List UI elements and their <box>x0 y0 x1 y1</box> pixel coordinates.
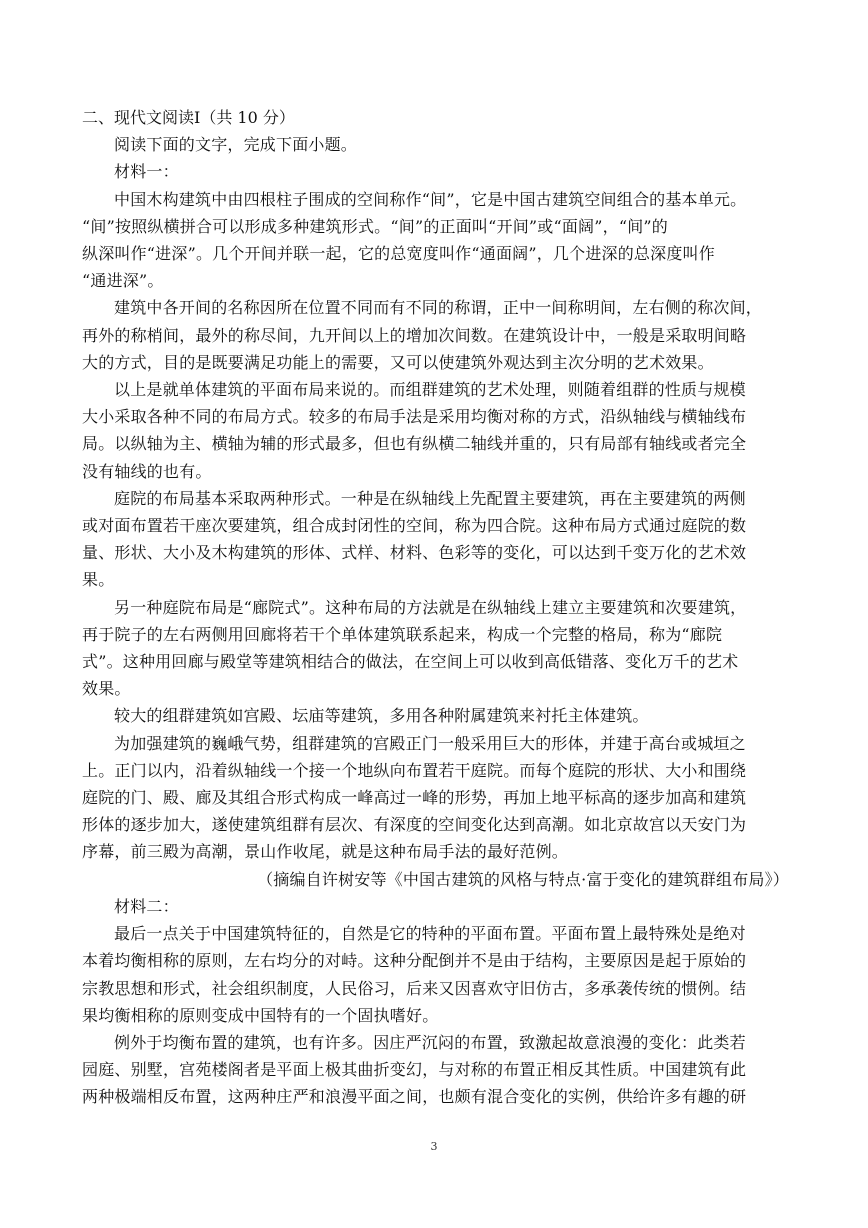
text-line: 效果。 <box>82 679 131 699</box>
text-line: 序幕，前三殿为高潮，景山作收尾，就是这种布局手法的最好范例。 <box>82 842 569 862</box>
text-line: 另一种庭院布局是“廊院式”。这种布局的方法就是在纵轴线上建立主要建筑和次要建筑， <box>114 597 747 617</box>
text-line: 以上是就单体建筑的平面布局来说的。而组群建筑的艺术处理，则随着组群的性质与规模 <box>114 380 746 400</box>
material-one-label: 材料一： <box>114 162 179 182</box>
text-line: 为加强建筑的巍峨气势，组群建筑的宫殿正门一般采用巨大的形体，并建于高台或城垣之 <box>114 733 746 753</box>
paragraph <box>82 1029 789 1111</box>
text-line: 上。正门以内，沿着纵轴线一个接一个地纵向布置若干庭院。而每个庭院的形状、大小和围绕 <box>82 760 747 780</box>
reading-instruction: 阅读下面的文字，完成下面小题。 <box>114 135 358 155</box>
text-line: 本着均衡相称的原则，左右均分的对峙。这种分配倒并不是由于结构，主要原因是起于原始的 <box>82 951 747 971</box>
paragraph <box>82 594 789 703</box>
paragraph <box>82 485 789 594</box>
text-line: 纵深叫作“进深”。几个开间并联一起，它的总宽度叫作“通面阔”，几个进深的总深度叫作 <box>82 244 715 264</box>
paragraph <box>82 186 789 295</box>
paragraph <box>82 920 789 1029</box>
paragraph <box>82 730 789 866</box>
text-line: 没有轴线的也有。 <box>82 461 212 481</box>
text-line: 局。以纵轴为主、横轴为辅的形式最多，但也有纵横二轴线并重的，只有局部有轴线或者完全 <box>82 434 747 454</box>
page-number: 3 <box>430 1140 438 1153</box>
text-line: 建筑中各开间的名称因所在位置不同而有不同的称谓，正中一间称明间，左右侧的称次间， <box>114 298 763 318</box>
text-line: 大小采取各种不同的布局方式。较多的布局手法是采用均衡对称的方式，沿纵轴线与横轴线布 <box>82 407 747 427</box>
material-two-body <box>82 920 789 1110</box>
text-line: 量、形状、大小及木构建筑的形体、式样、材料、色彩等的变化，可以达到千变万化的艺术效 <box>82 543 747 563</box>
text-line: 大的方式，目的是既要满足功能上的需要，又可以使建筑外观达到主次分明的艺术效果。 <box>82 352 714 372</box>
text-line: 庭院的布局基本采取两种形式。一种是在纵轴线上先配置主要建筑，再在主要建筑的两侧 <box>114 488 746 508</box>
material-one-source: （摘编自许树安等《中国古建筑的风格与特点·富于变化的建筑群组布局》） <box>257 869 789 889</box>
text-line: 庭院的门、殿、廊及其组合形式构成一峰高过一峰的形势，再加上地平标高的逐步加高和建筑 <box>82 788 747 808</box>
text-line: 较大的组群建筑如宫殿、坛庙等建筑，多用各种附属建筑来衬托主体建筑。 <box>114 706 649 726</box>
text-line: 果均衡相称的原则变成中国特有的一个固执嗜好。 <box>82 1005 439 1025</box>
text-line: 宗教思想和形式，社会组织制度，人民俗习，后来又因喜欢守旧仿古，多承袭传统的惯例。结 <box>82 978 747 998</box>
material-one-body <box>82 186 789 866</box>
text-line: “间”按照纵横拼合可以形成多种建筑形式。“间”的正面叫“开间”或“面阔”，“间”的 <box>82 216 668 236</box>
text-line: 例外于均衡布置的建筑，也有许多。因庄严沉闷的布置，致激起故意浪漫的变化：此类若 <box>114 1032 746 1052</box>
text-line: 两种极端相反布置，这两种庄严和浪漫平面之间，也颇有混合变化的实例，供给许多有趣的研 <box>82 1087 747 1107</box>
text-line: 最后一点关于中国建筑特征的，自然是它的特种的平面布置。平面布置上最特殊处是绝对 <box>114 924 746 944</box>
material-two-label: 材料二： <box>114 896 179 916</box>
page-content <box>82 104 789 1111</box>
text-line: 形体的逐步加大，遂使建筑组群有层次、有深度的空间变化达到高潮。如北京故宫以天安门为 <box>82 815 747 835</box>
text-line: 再于院子的左右两侧用回廊将若干个单体建筑联系起来，构成一个完整的格局，称为“廊院 <box>82 624 723 644</box>
text-line: 再外的称梢间，最外的称尽间，九开间以上的增加次间数。在建筑设计中，一般是采取明间略 <box>82 325 747 345</box>
section-heading: 二、现代文阅读Ⅰ（共 10 分） <box>82 108 295 127</box>
text-line: “通进深”。 <box>82 271 164 291</box>
paragraph <box>82 376 789 485</box>
text-line: 式”。这种用回廊与殿堂等建筑相结合的做法，在空间上可以收到高低错落、变化万千的艺术 <box>82 652 739 672</box>
text-line: 园庭、别墅，宫苑楼阁者是平面上极其曲折变幻，与对称的布置正相反其性质。中国建筑有此 <box>82 1060 747 1080</box>
text-line: 或对面布置若干座次要建筑，组合成封闭性的空间，称为四合院。这种布局方式通过庭院的数 <box>82 516 747 536</box>
text-line: 果。 <box>82 570 115 590</box>
paragraph <box>82 702 789 729</box>
paragraph <box>82 294 789 376</box>
text-line: 中国木构建筑中由四根柱子围成的空间称作“间”，它是中国古建筑空间组合的基本单元。 <box>114 189 747 209</box>
